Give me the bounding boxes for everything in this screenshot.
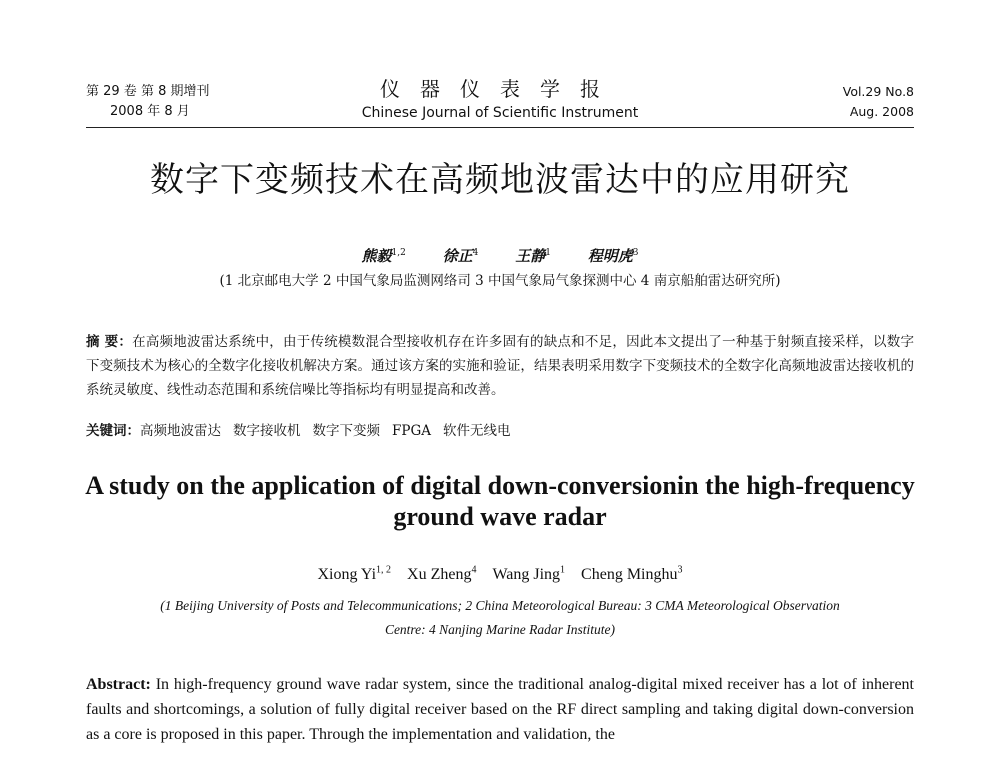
affiliations-en-line1: (1 Beijing University of Posts and Telecommunications; 2 China Meteorological Bureau: 3 CMA Meteorological Observation [160,598,840,613]
author-en: Cheng Minghu$^3$ [581,565,683,584]
keyword: 软件无线电 [442,423,511,439]
affiliations-en-line2: Centre: 4 Nanjing Marine Radar Institute) [384,622,616,637]
author-cn: 熊毅$^{1,2}$ [361,247,406,265]
volume-date: Aug. 2008 [849,104,914,119]
keyword: 数字接收机 [233,423,301,439]
keyword: FPGA [392,423,431,439]
header-rule [86,127,914,128]
author-en: Wang Jing$^1$ [492,565,566,584]
journal-name [86,76,914,124]
abstract-cn [86,330,914,402]
journal-name-en: Chinese Journal of Scientific Instrument [361,105,639,121]
keywords-cn-label: 关键词： [86,423,140,439]
author-en: Xiong Yi$^{1, 2}$ [317,565,392,584]
author-cn: 王静$^1$ [515,247,551,265]
journal-name-cn: 仪器仪表学报 [380,77,620,101]
author-cn: 徐正$^4$ [442,247,479,265]
paper-title-cn: 数字下变频技术在高频地波雷达中的应用研究 [150,160,850,200]
paper-title-en: A study on the application of digital down-conversionin the high-frequency ground wave radar [85,471,915,531]
keyword: 高频地波雷达 [140,423,221,439]
abstract-en [86,672,914,747]
abstract-cn-text: 在高频地波雷达系统中，由于传统模数混合型接收机存在许多固有的缺点和不足，因此本文提出了一种基于射频直接采样，以数字下变频技术为核心的全数字化接收机解决方案。通过该方案的实施和验证，结果表明采用数字下变频技术的全数字化高频地波雷达接收机的系统灵敏度、线性动态范围和系统信噪比等指标均有明显提高和改善。 [86,334,915,398]
volume-info [843,82,914,122]
keywords-cn [86,420,914,442]
abstract-en-text: In high-frequency ground wave radar system, since the traditional analog-digital mixed receiver has a lot of inherent faults and shortcomings, a solution of fully digital receiver based on the RF direct sampling and taking digital down-conversion as a core is proposed in this paper. Through the implementation and validation, the [86,676,915,743]
author-cn: 程明虎$^3$ [587,247,639,265]
affiliations-en [100,594,900,642]
volume-number: Vol.29 No.8 [842,84,914,99]
journal-header [86,77,914,126]
author-list-en [60,560,940,586]
abstract-cn-label: 摘 要： [86,334,133,350]
affiliations-cn: (1 北京邮电大学 2 中国气象局监测网络司 3 中国气象局气象探测中心 4 南京船舶雷达研究所) [219,273,781,289]
abstract-en-label: Abstract: [86,676,151,693]
issue-volume: 第 29 卷 第 8 期增刊 [86,84,210,99]
issue-date: 2008 年 8 月 [110,104,190,119]
keyword: 数字下变频 [312,423,380,439]
author-en: Xu Zheng$^4$ [407,565,477,584]
author-list-cn [60,242,940,267]
